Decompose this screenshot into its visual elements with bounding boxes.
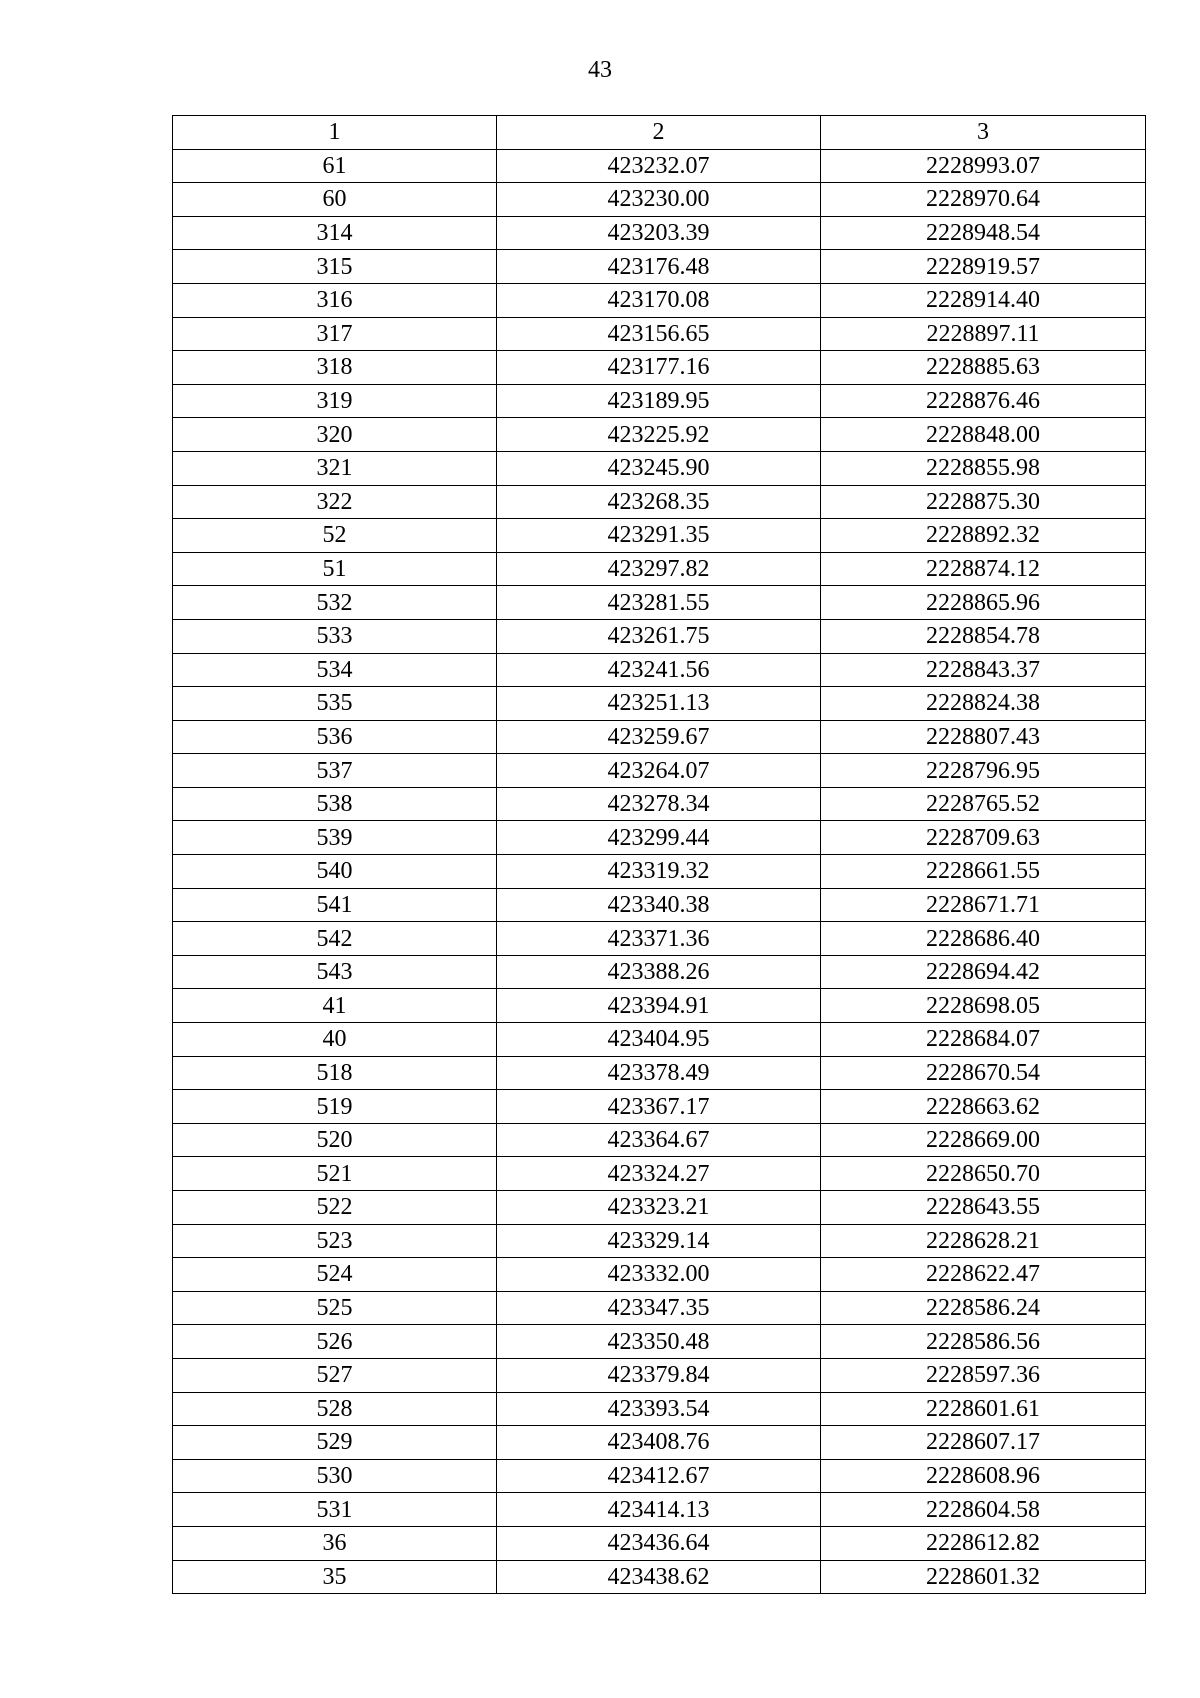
y-coordinate-cell: 2228643.55 xyxy=(821,1191,1146,1225)
point-number-cell: 319 xyxy=(173,384,497,418)
table-row xyxy=(173,855,1146,889)
y-coordinate-cell: 2228607.17 xyxy=(821,1426,1146,1460)
y-coordinate-cell: 2228663.62 xyxy=(821,1090,1146,1124)
table-row xyxy=(173,687,1146,721)
y-coordinate-cell: 2228874.12 xyxy=(821,552,1146,586)
point-number-cell: 527 xyxy=(173,1358,497,1392)
table-row xyxy=(173,384,1146,418)
point-number-cell: 540 xyxy=(173,855,497,889)
point-number-cell: 317 xyxy=(173,317,497,351)
table-row xyxy=(173,586,1146,620)
y-coordinate-cell: 2228709.63 xyxy=(821,821,1146,855)
y-coordinate-cell: 2228807.43 xyxy=(821,720,1146,754)
y-coordinate-cell: 2228875.30 xyxy=(821,485,1146,519)
x-coordinate-cell: 423329.14 xyxy=(497,1224,821,1258)
table-row xyxy=(173,754,1146,788)
y-coordinate-cell: 2228698.05 xyxy=(821,989,1146,1023)
x-coordinate-cell: 423176.48 xyxy=(497,250,821,284)
y-coordinate-cell: 2228843.37 xyxy=(821,653,1146,687)
x-coordinate-cell: 423177.16 xyxy=(497,351,821,385)
y-coordinate-cell: 2228669.00 xyxy=(821,1123,1146,1157)
table-row xyxy=(173,418,1146,452)
point-number-cell: 537 xyxy=(173,754,497,788)
y-coordinate-cell: 2228865.96 xyxy=(821,586,1146,620)
table-row xyxy=(173,283,1146,317)
x-coordinate-cell: 423332.00 xyxy=(497,1258,821,1292)
point-number-cell: 532 xyxy=(173,586,497,620)
point-number-cell: 316 xyxy=(173,283,497,317)
table-row xyxy=(173,1291,1146,1325)
x-coordinate-cell: 423378.49 xyxy=(497,1056,821,1090)
y-coordinate-cell: 2228892.32 xyxy=(821,519,1146,553)
point-number-cell: 526 xyxy=(173,1325,497,1359)
x-coordinate-cell: 423404.95 xyxy=(497,1023,821,1057)
x-coordinate-cell: 423388.26 xyxy=(497,955,821,989)
point-number-cell: 533 xyxy=(173,619,497,653)
table-row xyxy=(173,619,1146,653)
x-coordinate-cell: 423393.54 xyxy=(497,1392,821,1426)
table-row xyxy=(173,720,1146,754)
y-coordinate-cell: 2228650.70 xyxy=(821,1157,1146,1191)
y-coordinate-cell: 2228684.07 xyxy=(821,1023,1146,1057)
table-row xyxy=(173,787,1146,821)
point-number-cell: 314 xyxy=(173,216,497,250)
table-body xyxy=(173,149,1146,1594)
x-coordinate-cell: 423281.55 xyxy=(497,586,821,620)
y-coordinate-cell: 2228622.47 xyxy=(821,1258,1146,1292)
y-coordinate-cell: 2228612.82 xyxy=(821,1526,1146,1560)
table-row xyxy=(173,351,1146,385)
x-coordinate-cell: 423340.38 xyxy=(497,888,821,922)
x-coordinate-cell: 423367.17 xyxy=(497,1090,821,1124)
point-number-cell: 529 xyxy=(173,1426,497,1460)
x-coordinate-cell: 423241.56 xyxy=(497,653,821,687)
point-number-cell: 519 xyxy=(173,1090,497,1124)
x-coordinate-cell: 423261.75 xyxy=(497,619,821,653)
table-row xyxy=(173,989,1146,1023)
point-number-cell: 525 xyxy=(173,1291,497,1325)
table-row xyxy=(173,955,1146,989)
point-number-cell: 538 xyxy=(173,787,497,821)
table-row xyxy=(173,653,1146,687)
y-coordinate-cell: 2228970.64 xyxy=(821,183,1146,217)
point-number-cell: 36 xyxy=(173,1526,497,1560)
table-row xyxy=(173,1493,1146,1527)
y-coordinate-cell: 2228824.38 xyxy=(821,687,1146,721)
x-coordinate-cell: 423379.84 xyxy=(497,1358,821,1392)
table-row xyxy=(173,1090,1146,1124)
x-coordinate-cell: 423156.65 xyxy=(497,317,821,351)
point-number-cell: 40 xyxy=(173,1023,497,1057)
y-coordinate-cell: 2228948.54 xyxy=(821,216,1146,250)
x-coordinate-cell: 423264.07 xyxy=(497,754,821,788)
column-header: 3 xyxy=(821,116,1146,150)
table-row xyxy=(173,922,1146,956)
point-number-cell: 41 xyxy=(173,989,497,1023)
y-coordinate-cell: 2228765.52 xyxy=(821,787,1146,821)
table-row xyxy=(173,1358,1146,1392)
x-coordinate-cell: 423394.91 xyxy=(497,989,821,1023)
table-row xyxy=(173,250,1146,284)
point-number-cell: 528 xyxy=(173,1392,497,1426)
y-coordinate-cell: 2228914.40 xyxy=(821,283,1146,317)
y-coordinate-cell: 2228694.42 xyxy=(821,955,1146,989)
point-number-cell: 530 xyxy=(173,1459,497,1493)
point-number-cell: 51 xyxy=(173,552,497,586)
table-row xyxy=(173,485,1146,519)
table-row xyxy=(173,1224,1146,1258)
point-number-cell: 521 xyxy=(173,1157,497,1191)
x-coordinate-cell: 423323.21 xyxy=(497,1191,821,1225)
y-coordinate-cell: 2228919.57 xyxy=(821,250,1146,284)
table-row xyxy=(173,1056,1146,1090)
x-coordinate-cell: 423203.39 xyxy=(497,216,821,250)
table-row xyxy=(173,1123,1146,1157)
point-number-cell: 531 xyxy=(173,1493,497,1527)
y-coordinate-cell: 2228854.78 xyxy=(821,619,1146,653)
x-coordinate-cell: 423291.35 xyxy=(497,519,821,553)
x-coordinate-cell: 423408.76 xyxy=(497,1426,821,1460)
coordinates-table xyxy=(172,115,1146,1594)
y-coordinate-cell: 2228796.95 xyxy=(821,754,1146,788)
x-coordinate-cell: 423230.00 xyxy=(497,183,821,217)
table-row xyxy=(173,1459,1146,1493)
y-coordinate-cell: 2228586.56 xyxy=(821,1325,1146,1359)
x-coordinate-cell: 423412.67 xyxy=(497,1459,821,1493)
table-row xyxy=(173,519,1146,553)
table-row xyxy=(173,821,1146,855)
y-coordinate-cell: 2228993.07 xyxy=(821,149,1146,183)
column-header: 2 xyxy=(497,116,821,150)
point-number-cell: 321 xyxy=(173,451,497,485)
y-coordinate-cell: 2228671.71 xyxy=(821,888,1146,922)
table-row xyxy=(173,1023,1146,1057)
point-number-cell: 539 xyxy=(173,821,497,855)
y-coordinate-cell: 2228586.24 xyxy=(821,1291,1146,1325)
table-header-row xyxy=(173,116,1146,150)
table-row xyxy=(173,451,1146,485)
x-coordinate-cell: 423245.90 xyxy=(497,451,821,485)
point-number-cell: 534 xyxy=(173,653,497,687)
point-number-cell: 535 xyxy=(173,687,497,721)
x-coordinate-cell: 423371.36 xyxy=(497,922,821,956)
y-coordinate-cell: 2228848.00 xyxy=(821,418,1146,452)
point-number-cell: 60 xyxy=(173,183,497,217)
x-coordinate-cell: 423251.13 xyxy=(497,687,821,721)
y-coordinate-cell: 2228876.46 xyxy=(821,384,1146,418)
table-row xyxy=(173,216,1146,250)
table-row xyxy=(173,1258,1146,1292)
x-coordinate-cell: 423364.67 xyxy=(497,1123,821,1157)
point-number-cell: 522 xyxy=(173,1191,497,1225)
table-row xyxy=(173,1325,1146,1359)
x-coordinate-cell: 423232.07 xyxy=(497,149,821,183)
y-coordinate-cell: 2228897.11 xyxy=(821,317,1146,351)
table-row xyxy=(173,1392,1146,1426)
column-header: 1 xyxy=(173,116,497,150)
point-number-cell: 541 xyxy=(173,888,497,922)
table-row xyxy=(173,1191,1146,1225)
point-number-cell: 518 xyxy=(173,1056,497,1090)
point-number-cell: 523 xyxy=(173,1224,497,1258)
table-row xyxy=(173,317,1146,351)
x-coordinate-cell: 423268.35 xyxy=(497,485,821,519)
page-number: 43 xyxy=(588,57,612,83)
point-number-cell: 35 xyxy=(173,1560,497,1594)
table-row xyxy=(173,552,1146,586)
table-row xyxy=(173,1426,1146,1460)
x-coordinate-cell: 423259.67 xyxy=(497,720,821,754)
point-number-cell: 61 xyxy=(173,149,497,183)
x-coordinate-cell: 423438.62 xyxy=(497,1560,821,1594)
point-number-cell: 543 xyxy=(173,955,497,989)
x-coordinate-cell: 423414.13 xyxy=(497,1493,821,1527)
y-coordinate-cell: 2228604.58 xyxy=(821,1493,1146,1527)
x-coordinate-cell: 423319.32 xyxy=(497,855,821,889)
y-coordinate-cell: 2228597.36 xyxy=(821,1358,1146,1392)
y-coordinate-cell: 2228601.61 xyxy=(821,1392,1146,1426)
y-coordinate-cell: 2228628.21 xyxy=(821,1224,1146,1258)
y-coordinate-cell: 2228855.98 xyxy=(821,451,1146,485)
y-coordinate-cell: 2228661.55 xyxy=(821,855,1146,889)
x-coordinate-cell: 423436.64 xyxy=(497,1526,821,1560)
y-coordinate-cell: 2228601.32 xyxy=(821,1560,1146,1594)
point-number-cell: 52 xyxy=(173,519,497,553)
point-number-cell: 320 xyxy=(173,418,497,452)
point-number-cell: 520 xyxy=(173,1123,497,1157)
point-number-cell: 524 xyxy=(173,1258,497,1292)
x-coordinate-cell: 423278.34 xyxy=(497,787,821,821)
x-coordinate-cell: 423324.27 xyxy=(497,1157,821,1191)
table-row xyxy=(173,1560,1146,1594)
y-coordinate-cell: 2228686.40 xyxy=(821,922,1146,956)
table-row xyxy=(173,149,1146,183)
table-row xyxy=(173,183,1146,217)
x-coordinate-cell: 423297.82 xyxy=(497,552,821,586)
y-coordinate-cell: 2228608.96 xyxy=(821,1459,1146,1493)
point-number-cell: 315 xyxy=(173,250,497,284)
point-number-cell: 322 xyxy=(173,485,497,519)
x-coordinate-cell: 423350.48 xyxy=(497,1325,821,1359)
table-row xyxy=(173,888,1146,922)
x-coordinate-cell: 423299.44 xyxy=(497,821,821,855)
x-coordinate-cell: 423225.92 xyxy=(497,418,821,452)
y-coordinate-cell: 2228885.63 xyxy=(821,351,1146,385)
y-coordinate-cell: 2228670.54 xyxy=(821,1056,1146,1090)
point-number-cell: 318 xyxy=(173,351,497,385)
point-number-cell: 536 xyxy=(173,720,497,754)
x-coordinate-cell: 423189.95 xyxy=(497,384,821,418)
table-row xyxy=(173,1526,1146,1560)
x-coordinate-cell: 423347.35 xyxy=(497,1291,821,1325)
x-coordinate-cell: 423170.08 xyxy=(497,283,821,317)
table-row xyxy=(173,1157,1146,1191)
point-number-cell: 542 xyxy=(173,922,497,956)
